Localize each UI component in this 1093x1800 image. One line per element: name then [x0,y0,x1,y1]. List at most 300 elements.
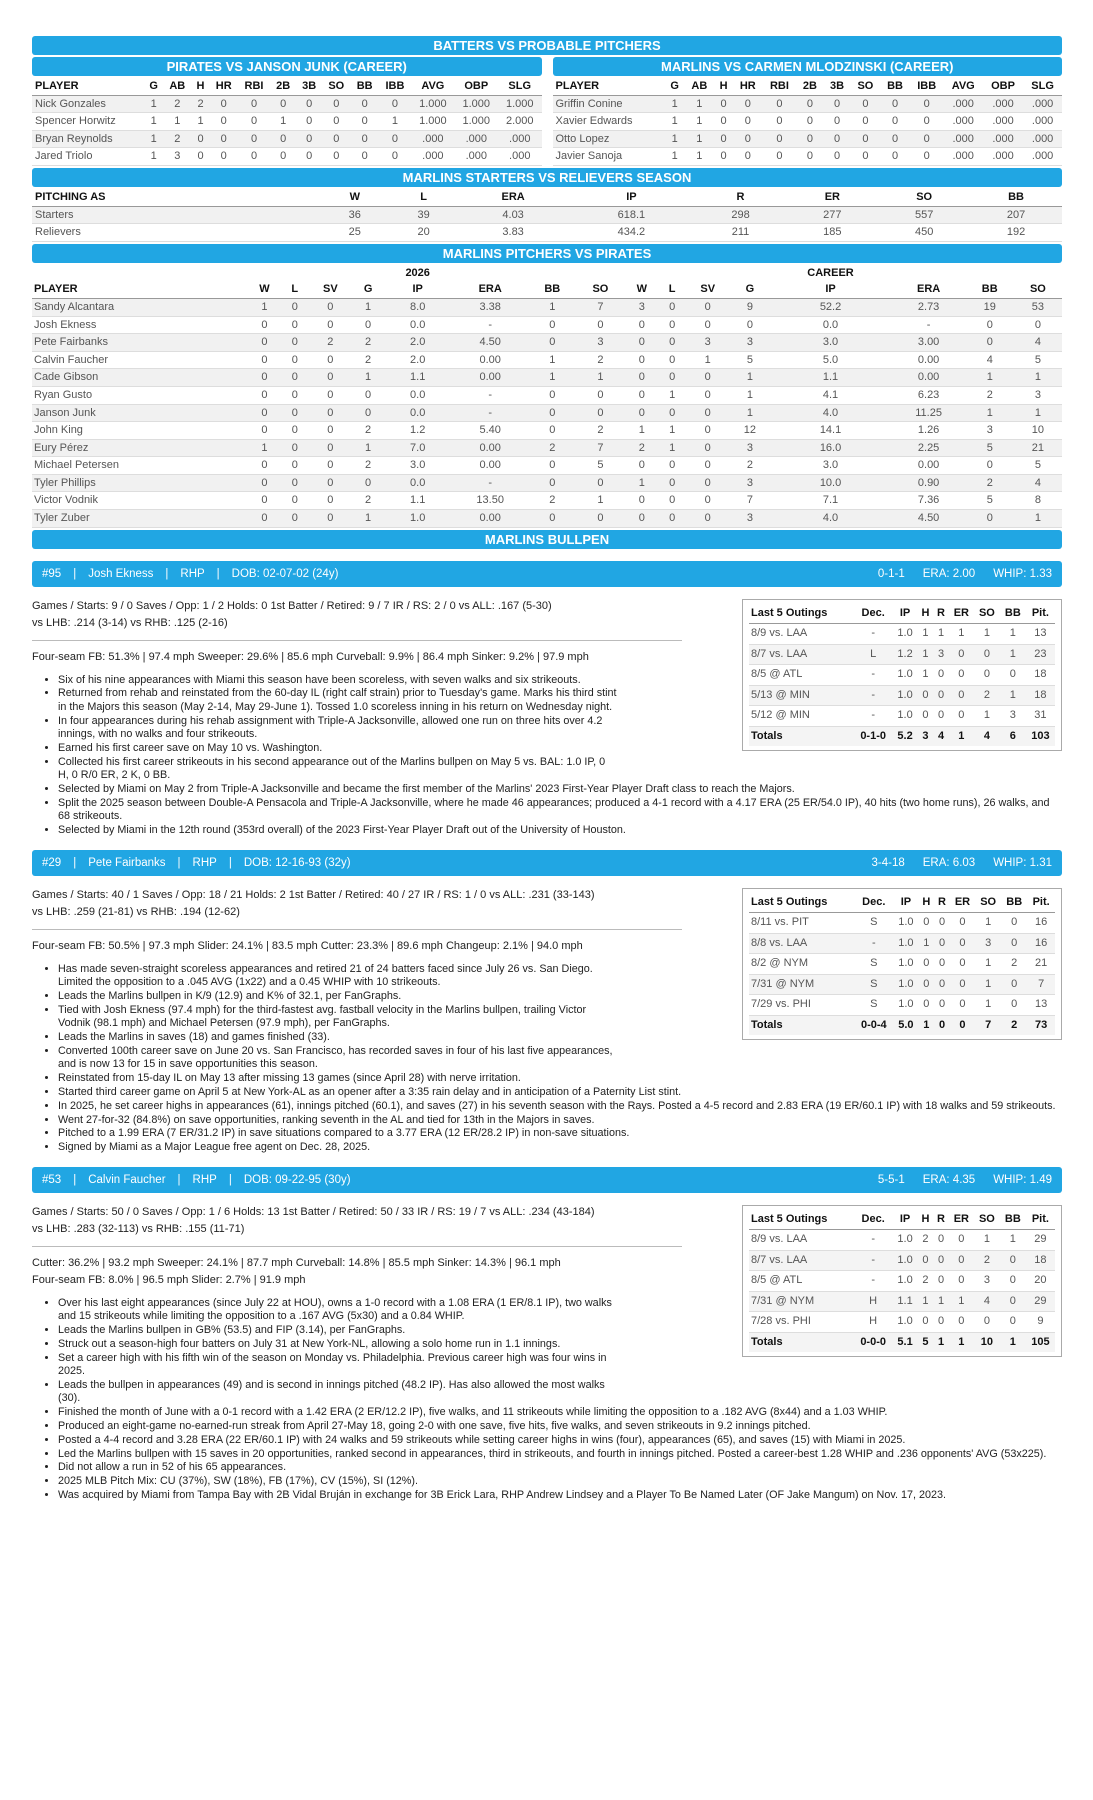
stat-cell: 1.0 [893,995,918,1016]
stat-cell: - [854,1250,893,1271]
stat-cell: 1 [659,386,685,404]
column-header: BB [528,281,576,298]
table-row [32,148,542,166]
player-name: Janson Junk [32,404,247,422]
pitcher-dob: DOB: 12-16-93 (32y) [243,856,351,869]
player-name: Josh Ekness [32,316,247,334]
pitcher-block [32,561,1062,838]
stat-cell: 0 [934,1015,950,1035]
pitcher-block [32,1167,1062,1503]
column-header: BB [350,78,378,95]
pitcher-era: ERA: 4.35 [922,1173,976,1186]
stat-cell: 2 [191,95,209,113]
stat-cell: 2 [730,457,769,475]
stat-cell: 0 [763,95,797,113]
stat-cell: 20 [389,224,458,242]
stat-cell: 0 [733,113,763,131]
stat-cell: 0.0 [770,316,892,334]
stat-cell: 0 [823,95,850,113]
note-item: • Started third career game on April 5 at New York-AL as an opener after a 3:35 rain delay and in anticipation of a Paternity List stint. [58,1086,1058,1100]
pitcher-season-lines [32,1204,682,1238]
stat-cell: 3 [1014,386,1062,404]
stat-cell: 6 [1000,726,1026,746]
stat-cell: 103 [1026,726,1055,746]
column-header: G [144,78,163,95]
stat-cell: 2 [974,685,1000,706]
last-five-head [749,893,1055,913]
stat-cell: 0 [350,130,378,148]
stat-cell: 0 [270,95,296,113]
stat-cell: 0 [191,130,209,148]
stat-cell: 1 [144,148,163,166]
stat-cell: 1 [270,113,296,131]
column-header: IP [893,893,918,913]
stat-cell: 1 [353,439,383,457]
table-row [553,130,1063,148]
column-header: Dec. [854,604,893,624]
stat-cell: 0.00 [452,510,528,528]
column-header: IBB [379,78,411,95]
outing-row [749,933,1055,954]
outing-row [749,1291,1055,1312]
stat-cell: 0 [528,334,576,352]
column-header: ER [949,604,974,624]
stat-cell: 0 [624,492,659,510]
note-item: • Led the Marlins bullpen with 15 saves in 20 opportunities, ranked second in appearances, third in strikeouts, and fourth in innings pitched. Posted a career-best 1.28 WHIP and .236 opponents' AVG (53x225). [58,1448,1058,1462]
note-item: • Has made seven-straight scoreless appearances and retired 21 of 24 batters faced since July 26 vs. San Diego. Limited the opposition to a .045 AVG (1x22) and a 0.45 WHIP with 10 strikeouts. [58,963,618,990]
table-row [32,351,1062,369]
stat-cell: - [854,685,893,706]
stat-cell: 0 [379,130,411,148]
stat-cell: Totals [749,1015,854,1035]
stat-cell: 0.0 [383,404,452,422]
column-header: Dec. [854,1210,893,1230]
note-item: • Signed by Miami as a Major League free agent on Dec. 28, 2025. [58,1141,1058,1155]
stat-cell: .000 [411,148,454,166]
column-header: ER [949,1210,974,1230]
stat-cell: 0 [1001,933,1027,954]
column-header: IBB [910,78,944,95]
stat-cell: 0 [247,492,282,510]
table-row [32,457,1062,475]
stat-cell: 7 [576,439,624,457]
stat-cell: 29 [1026,1230,1055,1251]
stat-cell: 8/11 vs. PIT [749,913,854,934]
last-five-table [749,1210,1055,1353]
stat-cell: 0 [1000,1271,1026,1292]
stat-cell: 0 [950,954,975,975]
last-five-outings [742,599,1062,752]
stat-cell: 0 [528,386,576,404]
column-header: SO [851,78,881,95]
table-row [32,95,542,113]
stat-cell: 1.1 [383,492,452,510]
stat-cell: 0 [933,1312,949,1333]
stat-cell: 0 [934,995,950,1016]
stat-cell: 0 [796,148,823,166]
player-name: Javier Sanoja [553,148,665,166]
stat-cell: 0 [934,913,950,934]
table-row [32,422,1062,440]
stat-cell: 7/29 vs. PHI [749,995,854,1016]
stat-cell: 0 [659,510,685,528]
bullpen-list [32,561,1062,1503]
stat-cell: 25 [320,224,389,242]
stat-cell: 52.2 [770,298,892,316]
stat-cell: 0 [851,113,881,131]
stat-cell: 2 [353,334,383,352]
stat-cell: 10 [1014,422,1062,440]
last-five-header [749,604,1055,624]
stat-cell: 0 [379,95,411,113]
pitcher-dob: DOB: 09-22-95 (30y) [243,1173,351,1186]
stat-cell: 0 [1000,665,1026,686]
stat-cell: 3.0 [770,457,892,475]
stat-cell: 0 [308,298,353,316]
stat-cell: 0 [353,474,383,492]
stat-cell: 0 [308,457,353,475]
stat-cell: 0 [659,316,685,334]
stat-cell: 0 [685,316,730,334]
stat-cell: 0 [624,334,659,352]
season-line-2: vs LHB: .214 (3-14) vs RHB: .125 (2-16) [32,616,228,629]
stat-cell: 8/2 @ NYM [749,954,854,975]
pitcher-header-bar [32,850,1062,876]
stat-cell: 1 [975,974,1001,995]
stat-cell: 1 [576,369,624,387]
player-name: Tyler Phillips [32,474,247,492]
stat-cell: 0 [282,298,308,316]
season-line-1: Games / Starts: 50 / 0 Saves / Opp: 1 / 6 Holds: 13 1st Batter / Retired: 50 / 33 IR / RS: 19 / 7 vs ALL: .234 (43-184) [32,1205,595,1218]
stat-cell: 0 [282,334,308,352]
outing-row [749,995,1055,1016]
stat-cell: 0 [379,148,411,166]
stat-cell: 0 [210,148,238,166]
stat-cell: 1 [949,1332,974,1352]
stat-cell: 0 [624,457,659,475]
stat-cell: 0 [238,95,270,113]
stat-cell: 0 [659,457,685,475]
stat-cell: 0 [282,474,308,492]
pitcher-header-bar [32,561,1062,587]
stat-cell: .000 [983,130,1023,148]
stat-cell: 2.0 [383,334,452,352]
stat-cell: 18 [1026,685,1055,706]
stat-cell: 7/28 vs. PHI [749,1312,854,1333]
column-header: BB [1000,1210,1026,1230]
starters-vs-relievers-table [32,189,1062,242]
mvc-head [553,78,1063,95]
column-header: Last 5 Outings [749,604,854,624]
stat-cell: 0 [350,148,378,166]
pitch-mix-line-1: Cutter: 36.2% | 93.2 mph Sweeper: 24.1% | 87.7 mph Curveball: 14.8% | 85.5 mph Sinker: 14.3% | 96.1 mph [32,1256,561,1269]
stat-cell: 1 [919,933,935,954]
stat-cell: 1 [1014,404,1062,422]
note-item: • Pitched to a 1.99 ERA (7 ER/31.2 IP) in save situations compared to a 3.77 ERA (12 ER/28.2 IP) in non-save situations. [58,1127,1058,1141]
column-header: AVG [411,78,454,95]
stat-cell: 105 [1026,1332,1055,1352]
stat-cell: - [452,474,528,492]
stat-cell: 0 [528,474,576,492]
stat-cell: 1.0 [893,974,918,995]
column-header: Pit. [1026,604,1055,624]
marlins-vs-mlodzinski-title: MARLINS VS CARMEN MLODZINSKI (CAREER) [553,57,1063,76]
stat-cell: .000 [944,148,983,166]
stat-cell: .000 [1023,95,1062,113]
stat-cell: 1 [975,995,1001,1016]
pirates-vs-junk-table [32,78,542,166]
stat-cell: 0 [1001,974,1027,995]
pvj-head [32,78,542,95]
stat-cell: 0 [919,995,935,1016]
stat-cell: 0.90 [891,474,965,492]
stat-cell: 0 [933,706,949,727]
note-item: • Selected by Miami on May 2 from Triple-A Jacksonville and became the first member of the Marlins' 2023 First-Year Player Draft class to reach the Majors. [58,783,1058,797]
note-item: • Finished the month of June with a 0-1 record with a 1.42 ERA (2 ER/12.2 IP), five walks, and 11 strikeouts while limiting the opposition to a .182 AVG (8x44) and a 1.03 WHIP. [58,1406,1058,1420]
stat-cell: 2 [163,130,191,148]
column-header: H [918,1210,934,1230]
column-header: G [353,281,383,298]
stat-cell: 0 [624,369,659,387]
stat-cell: 1 [933,624,949,645]
stat-cell: 1.000 [411,113,454,131]
stat-cell: 0 [296,130,322,148]
stat-cell: 0 [934,933,950,954]
stat-cell: 1.0 [893,665,918,686]
pitch-mix-line-2: Four-seam FB: 8.0% | 96.5 mph Slider: 2.7% | 91.9 mph [32,1273,306,1286]
stat-cell: 0 [966,316,1014,334]
stat-cell: - [452,404,528,422]
stat-cell: 0 [950,974,975,995]
note-item: • Leads the Marlins bullpen in GB% (53.5) and FIP (3.14), per FanGraphs. [58,1324,1058,1338]
player-name: Bryan Reynolds [32,130,144,148]
column-header: H [918,604,934,624]
stat-cell: 8/5 @ ATL [749,665,854,686]
stat-cell: 185 [786,224,878,242]
stat-cell: .000 [1023,148,1062,166]
stat-cell: 1 [949,624,974,645]
stat-cell: 0 [624,386,659,404]
stat-cell: 1 [528,351,576,369]
stat-cell: 0 [880,95,910,113]
column-header: OBP [983,78,1023,95]
separator: | [177,856,181,869]
outing-row [749,1250,1055,1271]
note-item: • Produced an eight-game no-earned-run streak from April 27-May 18, going 2-0 with one save, five hits, five walks, and seven strikeouts in 9.2 innings pitched. [58,1420,1058,1434]
player-name: Pete Fairbanks [32,334,247,352]
stat-cell: .000 [983,113,1023,131]
stat-cell: 1 [685,351,730,369]
table-row [553,95,1063,113]
stat-cell: 0 [353,316,383,334]
season-line-2: vs LHB: .283 (32-113) vs RHB: .155 (11-71) [32,1222,245,1235]
stat-cell: Totals [749,726,854,746]
separator: | [177,1173,181,1186]
note-item: • Split the 2025 season between Double-A Pensacola and Triple-A Jacksonville, where he made 46 appearances; produced a 4-1 record with a 4.17 ERA (25 ER/54.0 IP), 40 hits (two home runs), 26 walks, and 68 strikeouts. [58,797,1058,824]
stat-cell: 3 [966,422,1014,440]
stat-cell: 277 [786,206,878,224]
stat-cell: 0 [685,457,730,475]
stat-cell: 0 [659,369,685,387]
last-five-body [749,624,1055,747]
stat-cell: .000 [983,148,1023,166]
note-item: • Earned his first career save on May 10 vs. Washington. [58,742,1058,756]
stat-cell: 0 [714,113,733,131]
stat-cell: 7 [1027,974,1055,995]
pitcher-whip: WHIP: 1.33 [993,567,1052,580]
stat-cell: 0 [238,130,270,148]
pitcher-season-lines [32,598,682,632]
stat-cell: 1 [685,130,715,148]
stat-cell: 4.1 [770,386,892,404]
stat-cell: 0 [247,510,282,528]
stat-cell: 13.50 [452,492,528,510]
outing-row [749,1271,1055,1292]
stat-cell: 2 [576,351,624,369]
stat-cell: 0 [528,316,576,334]
stat-cell: 0.00 [891,457,965,475]
stat-cell: 1 [659,439,685,457]
stat-cell: 7 [975,1015,1001,1035]
stat-cell: 3 [918,726,934,746]
stat-cell: 0 [1000,1312,1026,1333]
stat-cell: .000 [1023,113,1062,131]
table-row [32,474,1062,492]
stat-cell: 0 [685,404,730,422]
column-header: Pit. [1027,893,1055,913]
stat-cell: 0 [210,113,238,131]
column-header: W [320,189,389,206]
stat-cell: 0 [919,974,935,995]
player-name: Calvin Faucher [32,351,247,369]
column-header: G [730,281,769,298]
stat-cell: 3.83 [458,224,568,242]
table-row [32,316,1062,334]
stat-cell: 8.0 [383,298,452,316]
stat-cell: 0 [308,386,353,404]
column-header: BB [970,189,1062,206]
column-header: H [191,78,209,95]
table-row [32,130,542,148]
stat-cell: 1.000 [455,95,498,113]
last-five-head [749,1210,1055,1230]
stat-cell: 16 [1027,933,1055,954]
group-spacer [32,265,383,282]
column-header: BB [1001,893,1027,913]
stat-cell: 2.0 [383,351,452,369]
stat-cell: 1.0 [893,913,918,934]
note-item: • Leads the bullpen in appearances (49) and is second in innings pitched (48.2 IP). Has also allowed the most walks (30). [58,1379,618,1406]
stat-cell: 0 [210,95,238,113]
mvp-body [32,298,1062,527]
stat-cell: 0 [247,351,282,369]
pitcher-block [32,850,1062,1155]
stat-cell: 1 [1000,1332,1026,1352]
stat-cell: 4 [1014,334,1062,352]
stat-cell: 0 [282,404,308,422]
pitcher-record: 0-1-1 [877,567,905,580]
stat-cell: 1.0 [893,685,918,706]
stat-cell: 7 [730,492,769,510]
pitcher-season-lines [32,887,682,921]
stat-cell: 0 [528,422,576,440]
player-name: Cade Gibson [32,369,247,387]
separator: | [73,856,77,869]
column-header: PLAYER [553,78,665,95]
stat-cell: 1 [144,95,163,113]
table-row [32,369,1062,387]
column-header: H [714,78,733,95]
stat-cell: 0 [270,148,296,166]
stat-cell: 0 [308,369,353,387]
stat-cell: 1.0 [893,1312,918,1333]
column-header: 3B [823,78,850,95]
stat-cell: 0-0-0 [854,1332,893,1352]
column-header: ER [786,189,878,206]
stat-cell: 3 [624,298,659,316]
stat-cell: 3.38 [452,298,528,316]
stat-cell: 1.2 [383,422,452,440]
stat-cell: 2 [576,422,624,440]
outing-row [749,624,1055,645]
stat-cell: .000 [944,113,983,131]
note-item: • Over his last eight appearances (since July 22 at HOU), owns a 1-0 record with a 1.08 ERA (1 ER/8.1 IP), two walks and 15 strikeouts while limiting the opposition to a .167 AVG (5x30) and a 0.84 WHIP. [58,1297,618,1324]
stat-cell: 0 [1000,1291,1026,1312]
stat-cell: 0 [296,148,322,166]
column-header: Pit. [1026,1210,1055,1230]
stat-cell: 2 [966,386,1014,404]
pitchers-vs-pirates-table [32,265,1062,528]
outing-row [749,685,1055,706]
column-header: SO [878,189,970,206]
stat-cell: 0 [308,422,353,440]
stat-cell: 0 [282,351,308,369]
totals-row [749,1332,1055,1352]
mvp-header-row [32,281,1062,298]
pitch-mix-line-1: Four-seam FB: 50.5% | 97.3 mph Slider: 24.1% | 83.5 mph Cutter: 23.3% | 89.6 mph Changeup: 2.1% | 94.0 mph [32,939,583,952]
pitcher-whip: WHIP: 1.31 [993,856,1052,869]
stat-cell: L [854,644,893,665]
stat-cell: 0 [823,130,850,148]
column-header: SO [1014,281,1062,298]
marlins-vs-mlodzinski-table [553,78,1063,166]
column-header: SO [975,893,1001,913]
stat-cell: 0 [714,130,733,148]
stat-cell: 13 [1026,624,1055,645]
stat-cell: 0 [528,404,576,422]
stat-cell: 1 [933,1291,949,1312]
svr-header-row [32,189,1062,206]
separator: | [73,567,77,580]
stat-cell: - [854,665,893,686]
column-header: SV [308,281,353,298]
stat-cell: 3 [730,474,769,492]
outing-row [749,954,1055,975]
stat-cell: 21 [1027,954,1055,975]
stat-cell: 0 [624,316,659,334]
stat-cell: 0 [949,685,974,706]
stat-cell: 5/13 @ MIN [749,685,854,706]
column-header: 2B [270,78,296,95]
stat-cell: 4 [933,726,949,746]
stat-cell: 0 [624,351,659,369]
stat-cell: 1 [974,1230,1000,1251]
stat-cell: 9 [730,298,769,316]
stat-cell: 21 [1014,439,1062,457]
stat-cell: 0 [350,113,378,131]
player-name: Otto Lopez [553,130,665,148]
stat-cell: 4.50 [452,334,528,352]
